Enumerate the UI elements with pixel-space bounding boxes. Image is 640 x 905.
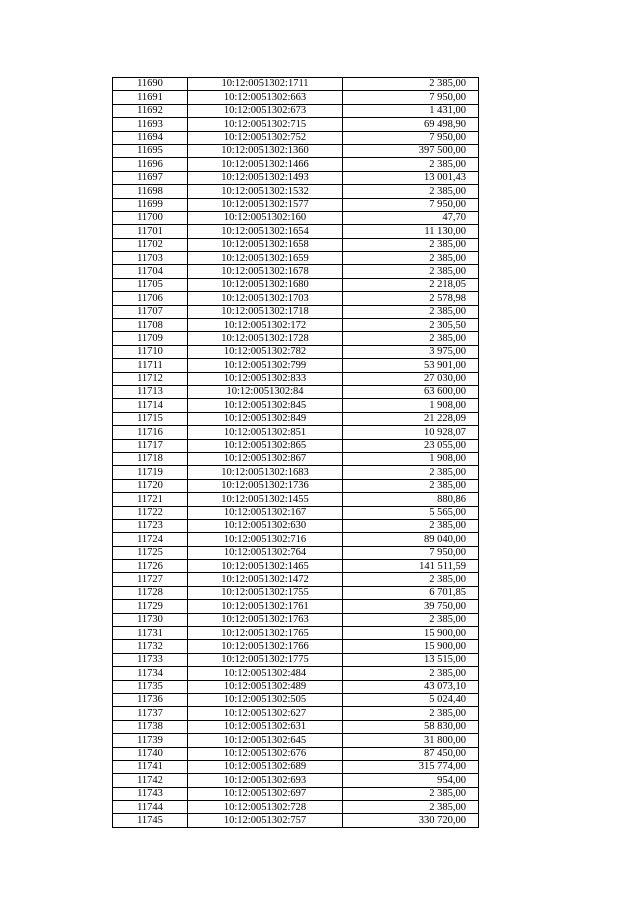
cadastral-number-cell: 10:12:0051302:505 xyxy=(188,693,343,706)
cadastral-number-cell: 10:12:0051302:757 xyxy=(188,814,343,827)
row-number-cell: 11706 xyxy=(113,292,188,305)
row-number-cell: 11726 xyxy=(113,560,188,573)
amount-cell: 954,00 xyxy=(343,774,479,787)
cadastral-number-cell: 10:12:0051302:627 xyxy=(188,707,343,720)
amount-cell: 7 950,00 xyxy=(343,91,479,104)
row-number-cell: 11736 xyxy=(113,693,188,706)
cadastral-number-cell: 10:12:0051302:1455 xyxy=(188,493,343,506)
amount-cell: 1 908,00 xyxy=(343,452,479,465)
cadastral-number-cell: 10:12:0051302:693 xyxy=(188,774,343,787)
amount-cell: 1 431,00 xyxy=(343,104,479,117)
amount-cell: 2 385,00 xyxy=(343,573,479,586)
table-row xyxy=(113,185,479,198)
cadastral-number-cell: 10:12:0051302:84 xyxy=(188,385,343,398)
amount-cell: 315 774,00 xyxy=(343,760,479,773)
row-number-cell: 11744 xyxy=(113,801,188,814)
table-row xyxy=(113,667,479,680)
amount-cell: 43 073,10 xyxy=(343,680,479,693)
amount-cell: 2 385,00 xyxy=(343,479,479,492)
cadastral-number-cell: 10:12:0051302:851 xyxy=(188,426,343,439)
table-row xyxy=(113,225,479,238)
row-number-cell: 11697 xyxy=(113,171,188,184)
cadastral-number-cell: 10:12:0051302:1755 xyxy=(188,586,343,599)
row-number-cell: 11720 xyxy=(113,479,188,492)
row-number-cell: 11737 xyxy=(113,707,188,720)
cadastral-number-cell: 10:12:0051302:1532 xyxy=(188,185,343,198)
row-number-cell: 11742 xyxy=(113,774,188,787)
row-number-cell: 11730 xyxy=(113,613,188,626)
amount-cell: 11 130,00 xyxy=(343,225,479,238)
row-number-cell: 11691 xyxy=(113,91,188,104)
cadastral-number-cell: 10:12:0051302:867 xyxy=(188,452,343,465)
cadastral-number-cell: 10:12:0051302:1658 xyxy=(188,238,343,251)
amount-cell: 2 385,00 xyxy=(343,707,479,720)
cadastral-number-cell: 10:12:0051302:1763 xyxy=(188,613,343,626)
table-row xyxy=(113,78,479,91)
amount-cell: 31 800,00 xyxy=(343,734,479,747)
cadastral-number-cell: 10:12:0051302:1683 xyxy=(188,466,343,479)
amount-cell: 2 385,00 xyxy=(343,238,479,251)
row-number-cell: 11701 xyxy=(113,225,188,238)
row-number-cell: 11721 xyxy=(113,493,188,506)
cadastral-number-cell: 10:12:0051302:715 xyxy=(188,118,343,131)
table-row xyxy=(113,426,479,439)
cadastral-number-cell: 10:12:0051302:752 xyxy=(188,131,343,144)
table-row xyxy=(113,144,479,157)
row-number-cell: 11690 xyxy=(113,78,188,91)
table-row xyxy=(113,91,479,104)
table-row xyxy=(113,814,479,827)
table-row xyxy=(113,586,479,599)
table-row xyxy=(113,720,479,733)
cadastral-number-cell: 10:12:0051302:1775 xyxy=(188,653,343,666)
amount-cell: 23 055,00 xyxy=(343,439,479,452)
amount-cell: 15 900,00 xyxy=(343,627,479,640)
cadastral-number-cell: 10:12:0051302:865 xyxy=(188,439,343,452)
cadastral-number-cell: 10:12:0051302:716 xyxy=(188,533,343,546)
amount-cell: 2 218,05 xyxy=(343,278,479,291)
cadastral-number-cell: 10:12:0051302:484 xyxy=(188,667,343,680)
amount-cell: 2 305,50 xyxy=(343,319,479,332)
row-number-cell: 11724 xyxy=(113,533,188,546)
row-number-cell: 11715 xyxy=(113,412,188,425)
cadastral-number-cell: 10:12:0051302:489 xyxy=(188,680,343,693)
row-number-cell: 11723 xyxy=(113,519,188,532)
cadastral-number-cell: 10:12:0051302:1703 xyxy=(188,292,343,305)
cadastral-number-cell: 10:12:0051302:1718 xyxy=(188,305,343,318)
amount-cell: 2 385,00 xyxy=(343,185,479,198)
table-row xyxy=(113,801,479,814)
row-number-cell: 11692 xyxy=(113,104,188,117)
table-row xyxy=(113,359,479,372)
table-row xyxy=(113,412,479,425)
cadastral-number-cell: 10:12:0051302:1766 xyxy=(188,640,343,653)
table-row xyxy=(113,372,479,385)
amount-cell: 2 385,00 xyxy=(343,332,479,345)
row-number-cell: 11738 xyxy=(113,720,188,733)
table-row xyxy=(113,479,479,492)
amount-cell: 7 950,00 xyxy=(343,131,479,144)
amount-cell: 7 950,00 xyxy=(343,546,479,559)
table-row xyxy=(113,693,479,706)
table-row xyxy=(113,787,479,800)
amount-cell: 3 975,00 xyxy=(343,345,479,358)
row-number-cell: 11710 xyxy=(113,345,188,358)
row-number-cell: 11717 xyxy=(113,439,188,452)
amount-cell: 880,86 xyxy=(343,493,479,506)
row-number-cell: 11711 xyxy=(113,359,188,372)
cadastral-number-cell: 10:12:0051302:663 xyxy=(188,91,343,104)
table-row xyxy=(113,171,479,184)
cadastral-number-cell: 10:12:0051302:764 xyxy=(188,546,343,559)
cadastral-number-cell: 10:12:0051302:1659 xyxy=(188,252,343,265)
cadastral-number-cell: 10:12:0051302:833 xyxy=(188,372,343,385)
amount-cell: 2 385,00 xyxy=(343,519,479,532)
amount-cell: 2 385,00 xyxy=(343,667,479,680)
row-number-cell: 11743 xyxy=(113,787,188,800)
row-number-cell: 11729 xyxy=(113,600,188,613)
amount-cell: 2 578,98 xyxy=(343,292,479,305)
cadastral-number-cell: 10:12:0051302:849 xyxy=(188,412,343,425)
row-number-cell: 11735 xyxy=(113,680,188,693)
cadastral-number-cell: 10:12:0051302:160 xyxy=(188,211,343,224)
table-row xyxy=(113,533,479,546)
table-row xyxy=(113,118,479,131)
amount-cell: 2 385,00 xyxy=(343,78,479,91)
cadastral-number-cell: 10:12:0051302:1678 xyxy=(188,265,343,278)
table-row xyxy=(113,319,479,332)
table-row xyxy=(113,399,479,412)
amount-cell: 13 515,00 xyxy=(343,653,479,666)
cadastral-number-cell: 10:12:0051302:782 xyxy=(188,345,343,358)
amount-cell: 47,70 xyxy=(343,211,479,224)
table-row xyxy=(113,573,479,586)
row-number-cell: 11704 xyxy=(113,265,188,278)
amount-cell: 27 030,00 xyxy=(343,372,479,385)
amount-cell: 330 720,00 xyxy=(343,814,479,827)
table-row xyxy=(113,131,479,144)
row-number-cell: 11740 xyxy=(113,747,188,760)
amount-cell: 21 228,09 xyxy=(343,412,479,425)
table-row xyxy=(113,613,479,626)
table-row xyxy=(113,452,479,465)
cadastral-number-cell: 10:12:0051302:1465 xyxy=(188,560,343,573)
row-number-cell: 11722 xyxy=(113,506,188,519)
amount-cell: 397 500,00 xyxy=(343,144,479,157)
table-row xyxy=(113,560,479,573)
table-row xyxy=(113,734,479,747)
amount-cell: 1 908,00 xyxy=(343,399,479,412)
table-row xyxy=(113,211,479,224)
amount-cell: 2 385,00 xyxy=(343,305,479,318)
amount-cell: 2 385,00 xyxy=(343,613,479,626)
cadastral-number-cell: 10:12:0051302:1577 xyxy=(188,198,343,211)
row-number-cell: 11745 xyxy=(113,814,188,827)
row-number-cell: 11727 xyxy=(113,573,188,586)
table-row xyxy=(113,760,479,773)
row-number-cell: 11696 xyxy=(113,158,188,171)
table-row xyxy=(113,640,479,653)
row-number-cell: 11728 xyxy=(113,586,188,599)
cadastral-number-cell: 10:12:0051302:1466 xyxy=(188,158,343,171)
row-number-cell: 11695 xyxy=(113,144,188,157)
cadastral-number-cell: 10:12:0051302:1680 xyxy=(188,278,343,291)
cadastral-number-cell: 10:12:0051302:1360 xyxy=(188,144,343,157)
cadastral-value-table xyxy=(112,77,479,828)
table-row xyxy=(113,653,479,666)
amount-cell: 39 750,00 xyxy=(343,600,479,613)
table-row xyxy=(113,774,479,787)
table-row xyxy=(113,493,479,506)
amount-cell: 2 385,00 xyxy=(343,158,479,171)
cadastral-number-cell: 10:12:0051302:1493 xyxy=(188,171,343,184)
amount-cell: 53 901,00 xyxy=(343,359,479,372)
cadastral-number-cell: 10:12:0051302:645 xyxy=(188,734,343,747)
table-row xyxy=(113,600,479,613)
amount-cell: 13 001,43 xyxy=(343,171,479,184)
table-row xyxy=(113,332,479,345)
cadastral-number-cell: 10:12:0051302:1711 xyxy=(188,78,343,91)
row-number-cell: 11700 xyxy=(113,211,188,224)
row-number-cell: 11713 xyxy=(113,385,188,398)
amount-cell: 5 565,00 xyxy=(343,506,479,519)
row-number-cell: 11708 xyxy=(113,319,188,332)
cadastral-number-cell: 10:12:0051302:172 xyxy=(188,319,343,332)
row-number-cell: 11734 xyxy=(113,667,188,680)
amount-cell: 2 385,00 xyxy=(343,252,479,265)
cadastral-number-cell: 10:12:0051302:1736 xyxy=(188,479,343,492)
table-row xyxy=(113,627,479,640)
row-number-cell: 11716 xyxy=(113,426,188,439)
table-row xyxy=(113,519,479,532)
cadastral-number-cell: 10:12:0051302:630 xyxy=(188,519,343,532)
row-number-cell: 11709 xyxy=(113,332,188,345)
amount-cell: 58 830,00 xyxy=(343,720,479,733)
table-body xyxy=(113,78,479,828)
cadastral-number-cell: 10:12:0051302:1728 xyxy=(188,332,343,345)
table-row xyxy=(113,439,479,452)
cadastral-number-cell: 10:12:0051302:799 xyxy=(188,359,343,372)
cadastral-number-cell: 10:12:0051302:728 xyxy=(188,801,343,814)
row-number-cell: 11739 xyxy=(113,734,188,747)
row-number-cell: 11694 xyxy=(113,131,188,144)
row-number-cell: 11714 xyxy=(113,399,188,412)
amount-cell: 5 024,40 xyxy=(343,693,479,706)
cadastral-number-cell: 10:12:0051302:689 xyxy=(188,760,343,773)
amount-cell: 63 600,00 xyxy=(343,385,479,398)
cadastral-number-cell: 10:12:0051302:1765 xyxy=(188,627,343,640)
amount-cell: 141 511,59 xyxy=(343,560,479,573)
row-number-cell: 11707 xyxy=(113,305,188,318)
cadastral-number-cell: 10:12:0051302:1761 xyxy=(188,600,343,613)
row-number-cell: 11732 xyxy=(113,640,188,653)
cadastral-number-cell: 10:12:0051302:167 xyxy=(188,506,343,519)
row-number-cell: 11693 xyxy=(113,118,188,131)
cadastral-number-cell: 10:12:0051302:697 xyxy=(188,787,343,800)
row-number-cell: 11733 xyxy=(113,653,188,666)
amount-cell: 2 385,00 xyxy=(343,787,479,800)
row-number-cell: 11725 xyxy=(113,546,188,559)
table-row xyxy=(113,305,479,318)
row-number-cell: 11705 xyxy=(113,278,188,291)
table-row xyxy=(113,345,479,358)
table-row xyxy=(113,252,479,265)
cadastral-number-cell: 10:12:0051302:631 xyxy=(188,720,343,733)
amount-cell: 15 900,00 xyxy=(343,640,479,653)
table-row xyxy=(113,278,479,291)
amount-cell: 10 928,07 xyxy=(343,426,479,439)
table-row xyxy=(113,466,479,479)
row-number-cell: 11702 xyxy=(113,238,188,251)
table-row xyxy=(113,238,479,251)
amount-cell: 87 450,00 xyxy=(343,747,479,760)
table-row xyxy=(113,265,479,278)
table-row xyxy=(113,680,479,693)
table-row xyxy=(113,747,479,760)
row-number-cell: 11719 xyxy=(113,466,188,479)
amount-cell: 2 385,00 xyxy=(343,801,479,814)
row-number-cell: 11718 xyxy=(113,452,188,465)
cadastral-number-cell: 10:12:0051302:845 xyxy=(188,399,343,412)
amount-cell: 2 385,00 xyxy=(343,466,479,479)
row-number-cell: 11712 xyxy=(113,372,188,385)
amount-cell: 7 950,00 xyxy=(343,198,479,211)
table-row xyxy=(113,292,479,305)
row-number-cell: 11698 xyxy=(113,185,188,198)
table-row xyxy=(113,385,479,398)
amount-cell: 69 498,90 xyxy=(343,118,479,131)
amount-cell: 2 385,00 xyxy=(343,265,479,278)
row-number-cell: 11731 xyxy=(113,627,188,640)
row-number-cell: 11699 xyxy=(113,198,188,211)
table-row xyxy=(113,158,479,171)
row-number-cell: 11703 xyxy=(113,252,188,265)
amount-cell: 6 701,85 xyxy=(343,586,479,599)
table-row xyxy=(113,198,479,211)
table-row xyxy=(113,546,479,559)
cadastral-number-cell: 10:12:0051302:1654 xyxy=(188,225,343,238)
cadastral-number-cell: 10:12:0051302:1472 xyxy=(188,573,343,586)
amount-cell: 89 040,00 xyxy=(343,533,479,546)
table-row xyxy=(113,104,479,117)
cadastral-number-cell: 10:12:0051302:676 xyxy=(188,747,343,760)
row-number-cell: 11741 xyxy=(113,760,188,773)
table-row xyxy=(113,707,479,720)
table-row xyxy=(113,506,479,519)
cadastral-number-cell: 10:12:0051302:673 xyxy=(188,104,343,117)
